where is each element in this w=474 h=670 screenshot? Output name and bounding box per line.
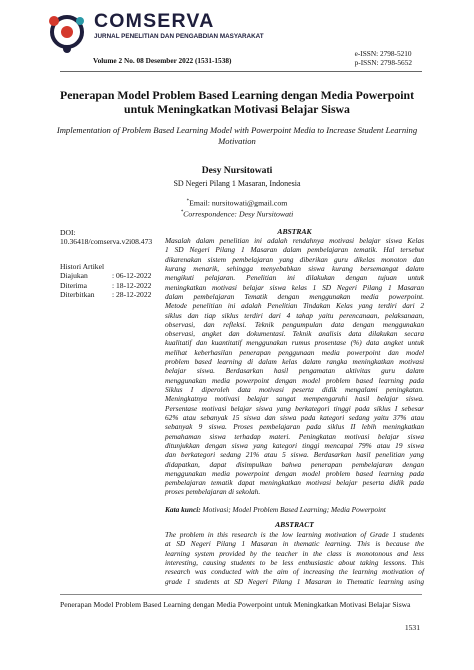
text-line: 62% atau sebanyak 15 siswa dan siswa pada kategori sedang yaitu 37% atau: [165, 412, 424, 422]
text-line: siklus dan tiap siklus terdiri dari 4 tahap yaitu perencanaan, pelaksanaan,: [165, 310, 424, 320]
text-line: 1 SD Negeri Pilang 1 Masaran dalam pembelajaran tematik. Hal tersebut: [165, 245, 424, 255]
text-line: Persentase motivasi belajar siswa yang berkategori tinggi pada siklus I sebesar: [165, 403, 424, 413]
eissn: e-ISSN: 2798-5210: [354, 49, 412, 58]
author-name: Desy Nursitowati: [201, 165, 273, 176]
text-line: The problem in this research is the low learning motivation of Grade 1 students: [165, 530, 424, 539]
text-line: didapatkan, dapat disimpulkan bahwa penerapan pembelajaran dengan: [165, 459, 424, 469]
article-meta: [60, 228, 170, 299]
text-line: meningkatkan motivasi belajar siswa kelas 1 SD Negeri Pilang 1 Masaran: [165, 282, 424, 292]
contact-block: *Email: nursitowati@gmail.com *Correspondence: Desy Nursitowati: [180, 198, 294, 219]
text-line: kurang menarik, sehingga menyebabkan siswa kurang bersemangat dalam: [165, 263, 424, 273]
text-line: grade 1 students at SD Negeri Pilang 1 Masaran in Thematic learning using: [165, 576, 424, 586]
page-number: 1531: [404, 623, 420, 632]
text-line: belajar siswa. Berdasarkan hasil pengamatan aktivitas guru dalam: [165, 366, 424, 376]
issn-block: [355, 49, 412, 67]
abstrak-text: [165, 236, 424, 497]
abstract-text: [165, 530, 424, 586]
text-line: observasi, angket dan dokumentasi. Teknik analisis data dilakukan secara: [165, 329, 424, 339]
text-line: Meningkatnya motivasi belajar sangat mempengaruhi hasil belajar siswa.: [165, 394, 424, 404]
keywords: [165, 505, 424, 514]
text-line: observasi, dan refleksi. Teknik pengumpulan data dengan menggunakan: [165, 319, 424, 329]
text-line: Metode penelitian ini adalah Penelitian Tindakan Kelas yang terdiri dari 2: [165, 301, 424, 311]
text-line: melihat keberhasilan penerapan penggunaan media powerpoint dan model: [165, 347, 424, 357]
doi-link[interactable]: 10.36418/comserva.v2i08.473: [60, 237, 153, 247]
text-line: pembelajaran tematik dapat meningkatkan motivasi belajar peserta didik pada: [165, 478, 424, 488]
keywords-value: Motivasi; Model Problem Based Learning; Media Powerpoint: [200, 505, 386, 514]
history-label: Histori Artikel: [60, 261, 105, 271]
history-row: Diterbitkan : 28-12-2022: [60, 290, 152, 300]
text-line: at SD Negeri Pilang 1 Masaran in thematic learning. This is because the: [165, 539, 424, 549]
text-line: research was conducted with the aim of increasing the learning motivation of: [165, 567, 424, 577]
text-line: learning system provided by the teacher in the class is monotonous and less: [165, 548, 424, 558]
text-line: ditunjukkan dengan siswa yang kategori tinggi mencapai 79% atau 19 siswa: [165, 440, 424, 450]
paper-title: Penerapan Model Problem Based Learning dengan Media Powerpoint untuk Meningkatkan Motivasi Belajar Siswa: [59, 88, 414, 116]
text-line: dan berkategori sedang 21% atau 5 siswa. Berdasarkan hasil penelitian yang: [165, 450, 424, 460]
volume-info: Volume 2 No. 08 Desember 2022 (1531-1538): [93, 56, 232, 65]
text-line: Masalah dalam penelitian ini adalah rendahnya motivasi belajar siswa Kelas: [165, 236, 424, 245]
text-line: problem based learning di dalam kelas dalam rangka meningkatkan motivasi: [165, 357, 424, 367]
text-line: pemahaman siswa terhadap materi. Peningkatan motivasi belajar siswa: [165, 431, 424, 441]
paper-subtitle: Implementation of Problem Based Learning Model with Powerpoint Media to Increase Student Learning Motivation: [56, 125, 418, 146]
text-line: Siklus I diperoleh data motivasi peserta didik mengalami peningkatan.: [165, 385, 424, 394]
footer-divider: [60, 594, 422, 595]
history-row: Diajukan : 06-12-2022: [60, 271, 152, 281]
text-line: sebanyak 9 siswa. Proses pembelajaran pada siklus II lebih meningkatkan: [165, 422, 424, 432]
history-row: Diterima : 18-12-2022: [60, 280, 152, 290]
brand-subtitle: JURNAL PENELITIAN DAN PENGABDIAN MASYARAKAT: [94, 33, 264, 40]
text-line: dikarenakan sistem pembelajaran yang diberikan guru dikelas monoton dan: [165, 254, 424, 264]
text-line: proses pembelajaran di sekolah.: [165, 487, 261, 497]
text-line: mengikuti pelajaran. Penelitian ini dilakukan dengan tujuan untuk: [165, 273, 424, 283]
text-line: menggunakan media powerpoint dengan model problem based learning pada: [165, 468, 424, 478]
running-footer: Penerapan Model Problem Based Learning dengan Media Powerpoint untuk Meningkatkan Motivasi Belajar Siswa: [60, 600, 411, 609]
header-divider: [60, 71, 422, 72]
keywords-label: Kata kunci:: [165, 505, 201, 514]
comserva-logo-icon: [44, 9, 90, 55]
text-line: kualitatif dan kuantitatif menggunakan rumus prosentase (%) data angket untuk: [165, 338, 424, 348]
email-line: Email: nursitowati@gmail.com: [189, 198, 288, 208]
brand-name: COMSERVA: [94, 10, 215, 32]
abstract-heading: ABSTRACT: [275, 520, 314, 529]
text-line: menggunakan media powerpoint dengan model problem based learning pada: [165, 375, 424, 385]
abstrak-heading: ABSTRAK: [277, 227, 312, 236]
pissn: p-ISSN: 2798-5652: [354, 58, 412, 68]
text-line: interesting, causing students to be less enthusiastic about taking lessons. This: [165, 557, 424, 567]
correspondence-line: Correspondence: Desy Nursitowati: [183, 209, 294, 219]
author-affiliation: SD Negeri Pilang 1 Masaran, Indonesia: [173, 179, 301, 188]
doi-label: DOI:: [60, 228, 76, 237]
text-line: dalam pembelajaran Tematik dengan menggunakan media powerpoint.: [165, 291, 424, 301]
